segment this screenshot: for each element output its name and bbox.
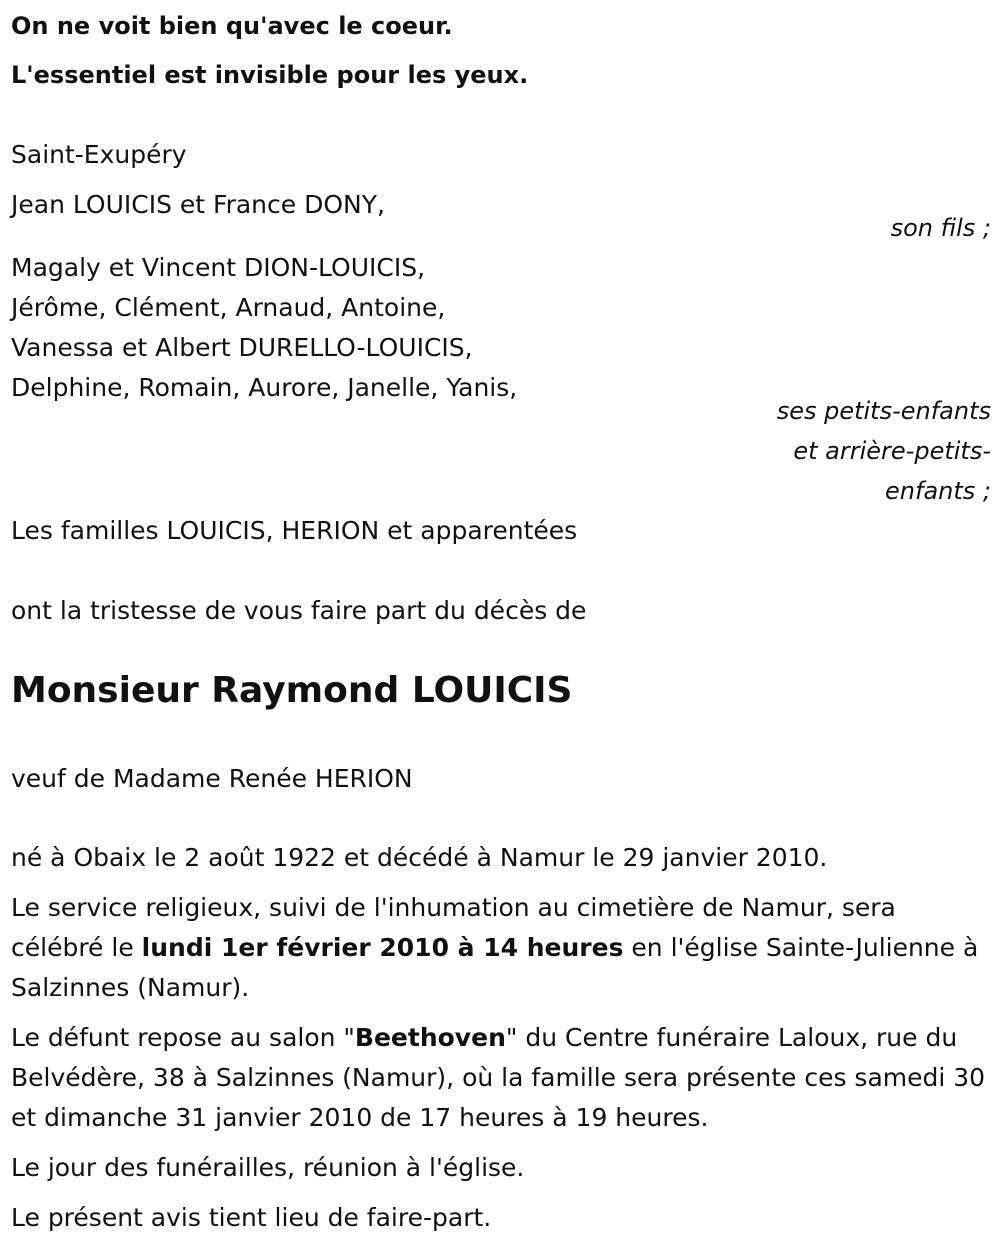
announcement: ont la tristesse de vous faire part du décès de [11,596,587,625]
quote-author: Saint-Exupéry [11,140,187,169]
son-names: Jean LOUICIS et France DONY, [11,190,385,219]
service-text: en l'église Sainte-Julienne à Salzinnes (Namur). [11,933,979,1002]
deceased-name: Monsieur Raymond LOUICIS [11,670,573,711]
grandchildren-line: Jérôme, Clément, Arnaud, Antoine, [11,293,446,322]
notice-line: Le présent avis tient lieu de faire-part. [11,1203,492,1232]
service-date: lundi 1er février 2010 à 14 heures [141,933,624,962]
son-role: son fils ; [890,214,991,242]
widower-line: veuf de Madame Renée HERION [11,764,413,793]
grandchildren-role: ses petits-enfants [776,397,991,425]
grandchildren-role: et arrière-petits- [793,437,991,465]
families-line: Les familles LOUICIS, HERION et apparentées [11,516,578,545]
quote-line-2: L'essentiel est invisible pour les yeux. [11,61,529,89]
service-paragraph [11,888,986,1008]
grandchildren-line: Vanessa et Albert DURELLO-LOUICIS, [11,333,473,362]
salon-name: Beethoven [354,1023,506,1052]
grandchildren-line: Magaly et Vincent DION-LOUICIS, [11,253,426,282]
service-text: Le service religieux, suivi de l'inhumation au cimetière de Namur, sera célébré le [11,893,896,962]
visitation-paragraph [11,1018,986,1138]
visitation-text: " du Centre funéraire Laloux, rue du Belvédère, 38 à Salzinnes (Namur), où la famille sera présente ces samedi 30 et dimanche 31 janvier 2010 de 17 heures à 19 heures. [11,1023,986,1132]
funeral-meeting-line: Le jour des funérailles, réunion à l'église. [11,1153,525,1182]
grandchildren-line: Delphine, Romain, Aurore, Janelle, Yanis, [11,373,518,402]
quote-line-1: On ne voit bien qu'avec le coeur. [11,12,453,40]
visitation-text: Le défunt repose au salon " [11,1023,355,1052]
grandchildren-role: enfants ; [885,477,991,505]
birth-death-line: né à Obaix le 2 août 1922 et décédé à Namur le 29 janvier 2010. [11,843,828,872]
